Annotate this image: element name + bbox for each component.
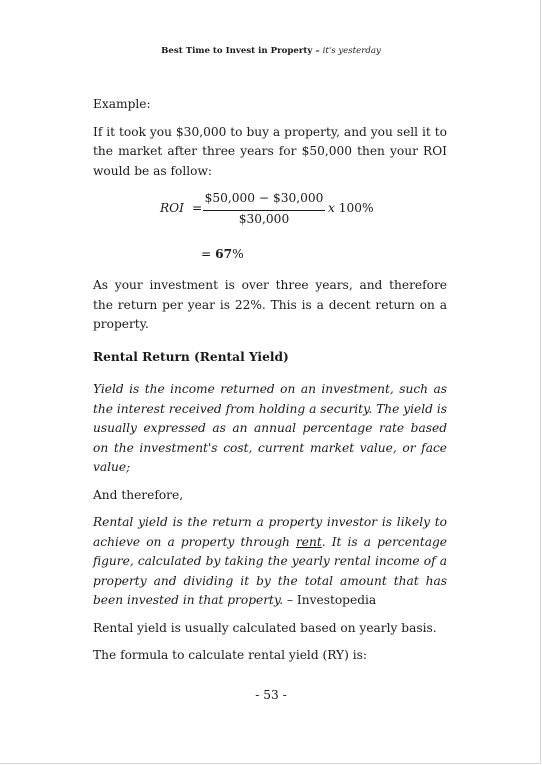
and-therefore: And therefore,	[93, 487, 184, 502]
header-title: Best Time to Invest in Property –	[161, 46, 323, 56]
page-number: - 53 -	[255, 688, 287, 702]
header-subtitle: it's yesterday	[322, 46, 381, 56]
roi-result	[201, 247, 244, 261]
intro-paragraph: If it took you $30,000 to buy a property, and you sell it to the market after three years for $50,000 then your ROI would be as follow:	[93, 124, 447, 178]
formula-multiplier-value: 100%	[334, 201, 374, 215]
running-header	[0, 46, 542, 56]
formula-intro-paragraph: The formula to calculate rental yield (RY) is:	[93, 648, 367, 662]
fraction-bar	[203, 210, 325, 211]
rent-link[interactable]: rent	[295, 534, 322, 549]
rental-yield-text-continued: . It is a percentage figure, calculated by taking the yearly rental income of a property and dividing it by the total amount that has been invested in that property.	[93, 534, 447, 607]
formula-equals: =	[192, 201, 203, 215]
yield-definition: Yield is the income returned on an investment, such as the interest received from holding a security. The yield is usually expressed as an annual percentage rate based on the investment's cost, current market value, or face value;	[93, 382, 447, 474]
formula-multiplier-x: x	[328, 201, 335, 215]
result-suffix: %	[232, 247, 244, 261]
formula-multiplier	[328, 201, 374, 215]
source-attribution: – Investopedia	[283, 593, 377, 607]
rental-yield-text: Rental yield is the return a property investor is likely to achieve on a property through	[93, 515, 447, 549]
result-prefix: =	[201, 247, 216, 261]
section-heading: Rental Return (Rental Yield)	[93, 349, 289, 364]
formula-numerator: $50,000 − $30,000	[204, 191, 324, 205]
roi-formula	[160, 191, 420, 231]
formula-lhs: ROI	[160, 201, 184, 215]
page-content	[93, 95, 447, 181]
page-content-lower	[93, 276, 447, 666]
result-value: 67	[215, 247, 233, 261]
yearly-basis-paragraph: Rental yield is usually calculated based on yearly basis.	[93, 620, 437, 635]
annual-return-paragraph: As your investment is over three years, and therefore the return per year is 22%. This is a decent return on a property.	[93, 278, 447, 331]
example-label: Example:	[93, 97, 151, 111]
formula-denominator: $30,000	[238, 212, 290, 226]
rental-yield-definition	[93, 513, 447, 611]
